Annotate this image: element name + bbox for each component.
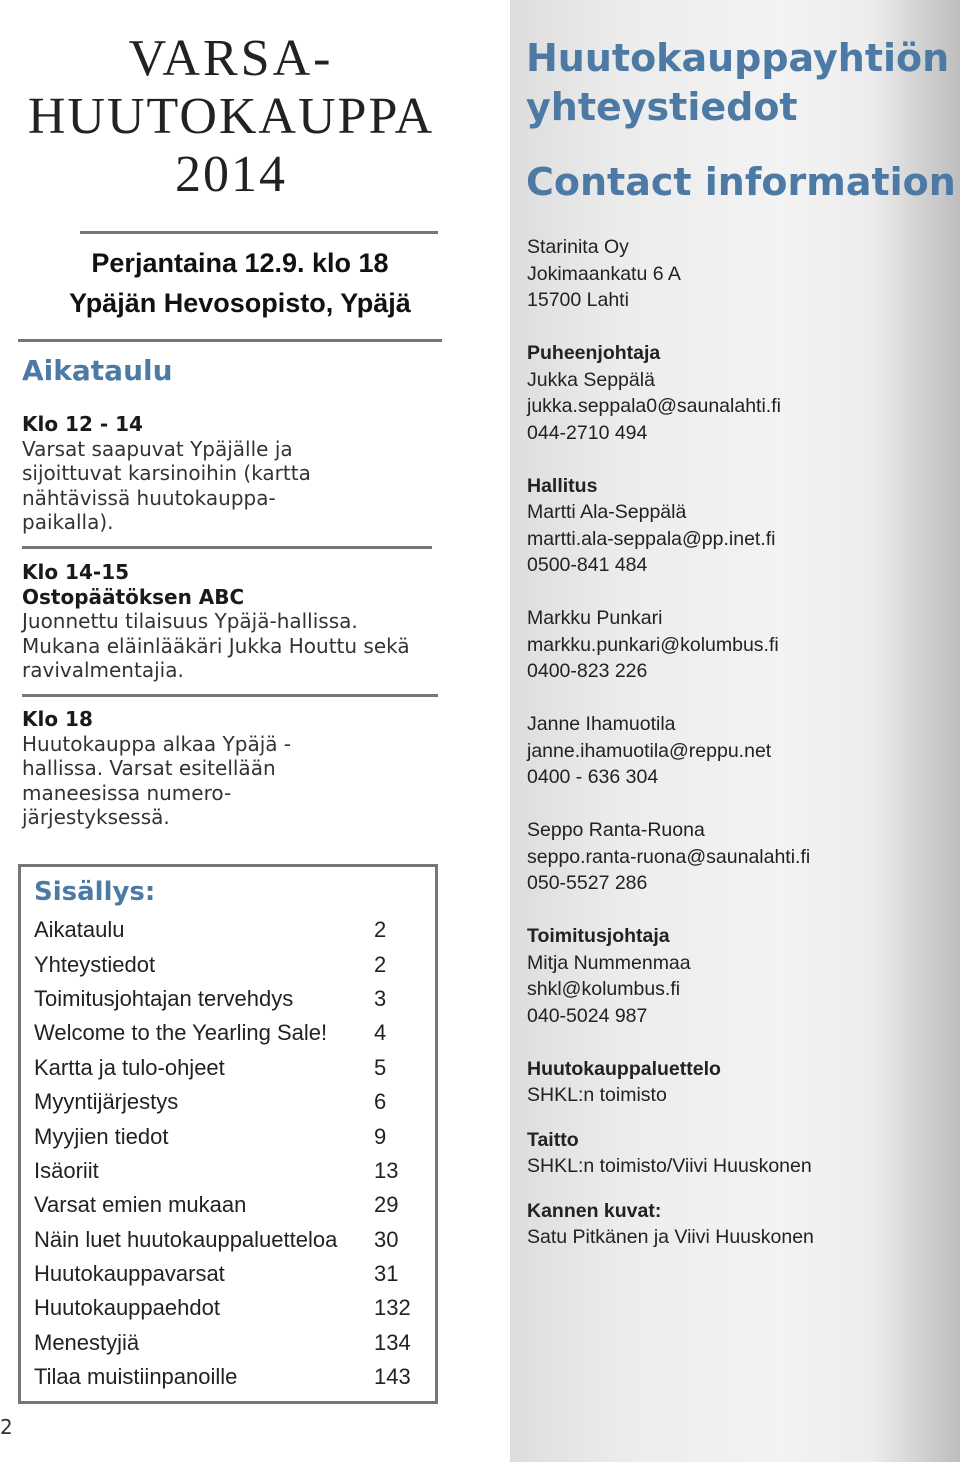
toc-item-title: Tilaa muistiinpanoille (34, 1364, 238, 1390)
toc-item-title: Myyntijärjestys (34, 1089, 179, 1115)
divider (18, 339, 442, 342)
contact-name: Janne Ihamuotila (527, 713, 676, 735)
divider (22, 546, 432, 549)
contact-email: seppo.ranta-ruona@saunalahti.fi (527, 845, 811, 868)
contact-phone: 0500-841 484 (527, 554, 648, 576)
toc-item (34, 947, 414, 981)
toc-item-title: Varsat emien mukaan (34, 1192, 247, 1218)
page-number: 2 (0, 1415, 13, 1439)
company-name: Starinita Oy (527, 236, 629, 258)
contact-phone: 0400-823 226 (527, 660, 648, 682)
table-of-contents (18, 864, 438, 1404)
toc-item (34, 1257, 414, 1291)
contact-email: janne.ihamuotila@reppu.net (527, 739, 772, 762)
schedule-item (22, 412, 432, 535)
contact-heading-en: Contact information (526, 160, 956, 204)
toc-item (34, 1016, 414, 1050)
schedule-title: Ostopäätöksen ABC (22, 584, 245, 609)
toc-item-page: 5 (374, 1054, 387, 1080)
contact-details (527, 234, 947, 1251)
toc-item-page: 9 (374, 1123, 387, 1149)
contact-email: shkl@kolumbus.fi (527, 978, 681, 1000)
toc-item (34, 1326, 414, 1360)
divider (80, 231, 438, 234)
toc-item-title: Näin luet huutokauppaluetteloa (34, 1226, 338, 1252)
toc-item (34, 913, 414, 947)
schedule-time: Klo 18 (22, 707, 93, 731)
contact-phone: 044-2710 494 (527, 421, 648, 444)
toc-item-title: Kartta ja tulo-ohjeet (34, 1054, 225, 1080)
contact-name: Mitja Nummenmaa (527, 951, 691, 974)
schedule-item (22, 707, 432, 830)
contact-phone: 040-5024 987 (527, 1004, 648, 1027)
toc-item-title: Toimitusjohtajan tervehdys (34, 985, 294, 1011)
contact-phone: 0400 - 636 304 (527, 766, 659, 788)
toc-item-title: Yhteystiedot (34, 951, 156, 977)
layout-value: SHKL:n toimisto/Viivi Huuskonen (527, 1155, 812, 1177)
schedule-text: maneesissa numero- (22, 780, 232, 805)
toc-item (34, 1188, 414, 1222)
toc-item-page: 29 (374, 1192, 399, 1218)
toc-item-page: 6 (374, 1089, 387, 1115)
event-info (60, 243, 420, 323)
toc-item (34, 1119, 414, 1153)
toc-item-page: 30 (374, 1226, 399, 1252)
toc-item (34, 1360, 414, 1394)
schedule-text: sijoittuvat karsinoihin (kartta (22, 461, 311, 485)
schedule-text: hallissa. Varsat esitellään (22, 756, 276, 780)
contact-name: Seppo Ranta-Ruona (527, 819, 705, 841)
contact-name: Markku Punkari (527, 607, 663, 629)
contact-name: Jukka Seppälä (527, 368, 655, 391)
event-place: Ypäjän Hevosopisto, Ypäjä (69, 288, 411, 318)
contact-phone: 050-5527 286 (527, 872, 648, 894)
toc-item-page: 143 (374, 1364, 411, 1390)
toc-item-page: 3 (374, 985, 387, 1011)
contact-heading-fi-line2: yhteystiedot (526, 85, 798, 129)
toc-heading: Sisällys: (34, 877, 156, 907)
catalog-value: SHKL:n toimisto (527, 1084, 667, 1106)
contact-email: martti.ala-seppala@pp.inet.fi (527, 527, 776, 550)
toc-item (34, 982, 414, 1016)
toc-item-page: 132 (374, 1295, 411, 1321)
toc-item-page: 2 (374, 917, 387, 943)
schedule-text: Huutokauppa alkaa Ypäjä - (22, 731, 292, 756)
toc-item-title: Myyjien tiedot (34, 1123, 169, 1149)
toc-item-page: 134 (374, 1329, 411, 1355)
schedule-time: Klo 14-15 (22, 560, 130, 584)
layout-label: Taitto (527, 1128, 579, 1151)
schedule-item (22, 560, 432, 683)
contact-email: markku.punkari@kolumbus.fi (527, 633, 779, 656)
schedule-text: paikalla). (22, 510, 114, 534)
company-street: Jokimaankatu 6 A (527, 262, 681, 285)
schedule-text: Mukana eläinlääkäri Jukka Houttu sekä (22, 633, 410, 658)
divider (22, 694, 438, 697)
toc-item (34, 1154, 414, 1188)
board-label: Hallitus (527, 474, 598, 497)
company-city: 15700 Lahti (527, 289, 629, 311)
toc-item-page: 13 (374, 1157, 399, 1183)
toc-item (34, 1051, 414, 1085)
toc-item-title: Isäoriit (34, 1157, 99, 1183)
cover-label: Kannen kuvat: (527, 1199, 662, 1222)
toc-item-title: Huutokauppavarsat (34, 1261, 225, 1287)
title-line-2: HUUTOKAUPPA (27, 88, 435, 145)
toc-item-page: 2 (374, 951, 387, 977)
contact-heading-fi (526, 34, 949, 132)
title-line-1: VARSA- (128, 30, 334, 87)
schedule-heading: Aikataulu (22, 354, 173, 387)
ceo-label: Toimitusjohtaja (527, 925, 670, 947)
title-year: 2014 (175, 146, 287, 203)
schedule-text: Varsat saapuvat Ypäjälle ja (22, 436, 293, 461)
toc-item (34, 1291, 414, 1325)
toc-item-page: 4 (374, 1020, 387, 1046)
toc-item-title: Welcome to the Yearling Sale! (34, 1020, 328, 1046)
cover-value: Satu Pitkänen ja Viivi Huuskonen (527, 1226, 814, 1248)
schedule-time: Klo 12 - 14 (22, 412, 143, 436)
chair-label: Puheenjohtaja (527, 342, 661, 364)
contact-email: jukka.seppala0@saunalahti.fi (527, 395, 781, 417)
catalog-title (0, 30, 462, 204)
event-date: Perjantaina 12.9. klo 18 (91, 248, 389, 278)
contact-heading-fi-line1: Huutokauppayhtiön (526, 36, 950, 80)
schedule-text: nähtävissä huutokauppa- (22, 485, 276, 510)
catalog-label: Huutokauppaluettelo (527, 1057, 721, 1080)
schedule-text: ravivalmentajia. (22, 658, 184, 682)
toc-item-title: Huutokauppaehdot (34, 1295, 220, 1321)
toc-item (34, 1085, 414, 1119)
toc-list (34, 913, 414, 1394)
toc-item-title: Aikataulu (34, 917, 125, 943)
schedule-text: järjestyksessä. (22, 805, 170, 829)
toc-item (34, 1223, 414, 1257)
toc-item-title: Menestyjiä (34, 1329, 140, 1355)
schedule-text: Juonnettu tilaisuus Ypäjä-hallissa. (22, 609, 358, 633)
contact-name: Martti Ala-Seppälä (527, 501, 687, 523)
toc-item-page: 31 (374, 1261, 399, 1287)
